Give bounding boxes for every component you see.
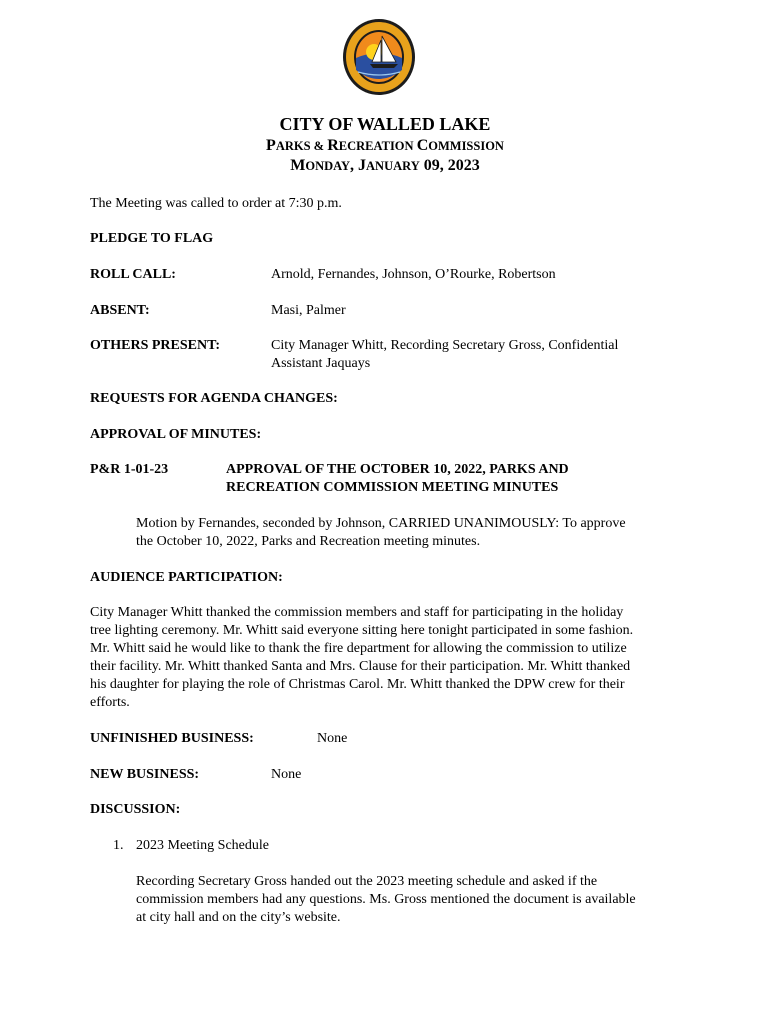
audience-line: their facility. Mr. Whitt thanked Santa and Mrs. Clause for their participation. Mr. Whitt thanked — [90, 659, 631, 674]
others-present-line-2: Assistant Jaquays — [271, 356, 371, 371]
roll-call-value: Arnold, Fernandes, Johnson, O’Rourke, Robertson — [271, 267, 556, 282]
absent-value: Masi, Palmer — [271, 303, 346, 318]
absent-label: ABSENT: — [90, 303, 150, 318]
discussion-line: at city hall and on the city’s website. — [136, 910, 341, 925]
city-title: CITY OF WALLED LAKE — [279, 114, 491, 134]
unfinished-business-value: None — [317, 731, 348, 746]
discussion-heading: DISCUSSION: — [90, 802, 181, 817]
new-business-value: None — [271, 767, 302, 782]
item-title-line-2: RECREATION COMMISSION MEETING MINUTES — [226, 480, 559, 495]
discussion-line: commission members had any questions. Ms. Gross mentioned the document is available — [136, 892, 636, 907]
motion-line-1: Motion by Fernandes, seconded by Johnson, CARRIED UNANIMOUSLY: To approve — [136, 516, 626, 531]
audience-line: efforts. — [90, 695, 130, 710]
discussion-line: Recording Secretary Gross handed out the 2023 meeting schedule and asked if the — [136, 874, 598, 889]
others-present-label: OTHERS PRESENT: — [90, 338, 221, 353]
pledge-heading: PLEDGE TO FLAG — [90, 231, 214, 246]
item-title-line-1: APPROVAL OF THE OCTOBER 10, 2022, PARKS AND — [226, 462, 569, 477]
roll-call-label: ROLL CALL: — [90, 267, 176, 282]
city-seal-icon — [342, 18, 416, 96]
call-to-order: The Meeting was called to order at 7:30 p.m. — [90, 196, 342, 211]
audience-line: his daughter for playing the role of Christmas Carol. Mr. Whitt thanked the DPW crew for their — [90, 677, 625, 692]
requests-heading: REQUESTS FOR AGENDA CHANGES: — [90, 391, 338, 406]
audience-line: City Manager Whitt thanked the commission members and staff for participating in the holiday — [90, 605, 624, 620]
audience-paragraph — [90, 604, 690, 712]
others-present-line-1: City Manager Whitt, Recording Secretary Gross, Confidential — [271, 338, 619, 353]
unfinished-business-label: UNFINISHED BUSINESS: — [90, 731, 254, 746]
audience-line: tree lighting ceremony. Mr. Whitt said everyone sitting here tonight participated in some fashion. — [90, 623, 634, 638]
item-number: P&R 1-01-23 — [90, 462, 169, 477]
new-business-label: NEW BUSINESS: — [90, 767, 200, 782]
audience-heading: AUDIENCE PARTICIPATION: — [90, 570, 283, 585]
discussion-item-number: 1. — [113, 838, 124, 853]
audience-line: Mr. Whitt said he would like to thank the fire department for allowing the commission to utilize — [90, 641, 627, 656]
motion-line-2: the October 10, 2022, Parks and Recreation meeting minutes. — [136, 534, 481, 549]
meeting-date: MONDAY, JANUARY 09, 2023 — [290, 157, 480, 174]
approval-heading: APPROVAL OF MINUTES: — [90, 427, 262, 442]
discussion-paragraph — [136, 873, 716, 927]
commission-title: PARKS & RECREATION COMMISSION — [266, 137, 504, 154]
discussion-item-title: 2023 Meeting Schedule — [136, 838, 269, 853]
